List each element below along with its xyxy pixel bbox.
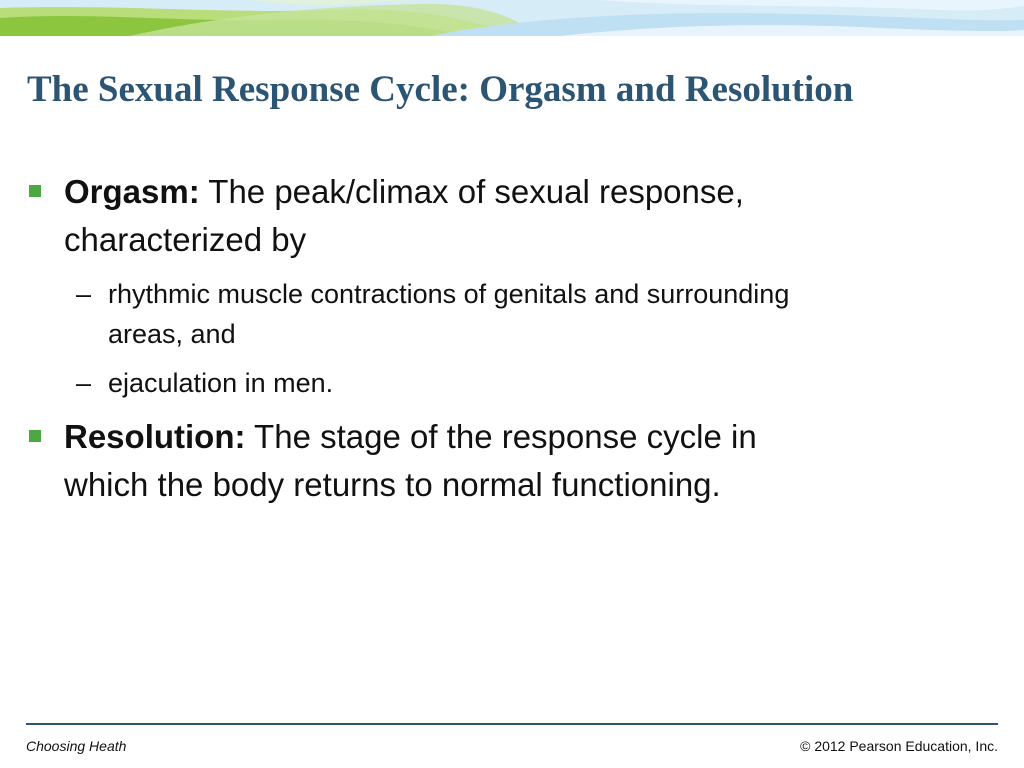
- bullet-resolution-line1: [64, 413, 964, 461]
- definition-resolution-part1: The stage of the response cycle in: [245, 418, 757, 455]
- banner-wave-graphic: [0, 0, 1024, 36]
- sub-dash-2: –: [76, 368, 92, 398]
- slide-title: The Sexual Response Cycle: Orgasm and Resolution: [27, 69, 854, 110]
- definition-orgasm-part2: characterized by: [64, 221, 307, 258]
- sub-item-contractions-line2: areas, and: [108, 319, 236, 349]
- decorative-banner: [0, 0, 1024, 36]
- bullet-orgasm-line1: [64, 168, 964, 216]
- footer-copyright: © 2012 Pearson Education, Inc.: [800, 738, 998, 754]
- term-resolution: Resolution:: [64, 418, 246, 455]
- definition-orgasm-part1: The peak/climax of sexual response,: [199, 173, 744, 210]
- sub-item-ejaculation: ejaculation in men.: [108, 368, 334, 398]
- footer-book-title: Choosing Heath: [26, 738, 127, 754]
- footer-divider: [26, 723, 998, 725]
- bullet-square-resolution: [29, 430, 41, 442]
- sub-dash-1: –: [76, 279, 92, 309]
- definition-resolution-part2: which the body returns to normal functioning.: [64, 466, 721, 503]
- bullet-square-orgasm: [29, 185, 41, 197]
- sub-item-contractions-line1: rhythmic muscle contractions of genitals and surrounding: [108, 279, 790, 309]
- term-orgasm: Orgasm:: [64, 173, 200, 210]
